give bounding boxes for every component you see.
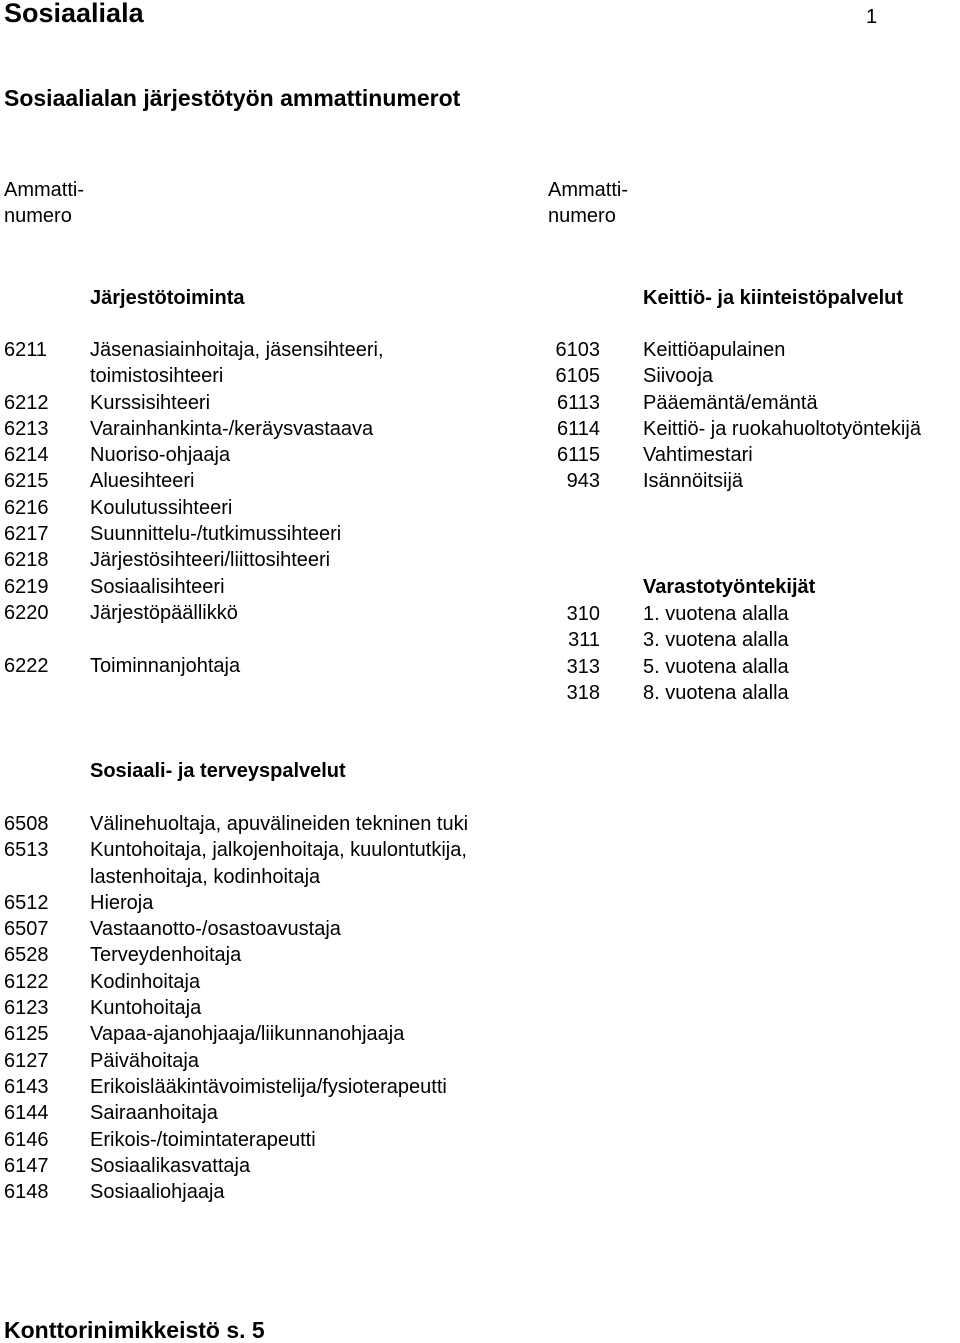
occupation-code: 6512	[4, 891, 49, 914]
occupation-code: 6508	[4, 813, 49, 835]
list-keittio	[0, 337, 960, 495]
occupation-title: Sairaanhoitaja	[90, 1102, 218, 1125]
occupation-code: 6217	[4, 523, 49, 546]
occupation-title: Keittiöapulainen	[643, 339, 786, 361]
occupation-title: 1. vuotena alalla	[643, 603, 789, 625]
occupation-title: Sosiaalisihteeri	[90, 575, 225, 598]
occupation-title: 8. vuotena alalla	[643, 681, 789, 704]
occupation-code: 6212	[4, 391, 49, 414]
occupation-title: Vastaanotto-/osastoavustaja	[90, 918, 341, 941]
list-item	[0, 942, 960, 968]
section-title-varasto: Varastotyöntekijät	[643, 576, 816, 598]
section-title-jarjestotoiminta: Järjestötoiminta	[90, 287, 245, 309]
occupation-code: 6123	[4, 997, 49, 1020]
list-item	[0, 837, 960, 863]
occupation-code: 6218	[4, 549, 49, 572]
occupation-title: Kodinhoitaja	[90, 970, 201, 993]
occupation-title: Järjestösihteeri/liittosihteeri	[90, 549, 331, 572]
list-item	[0, 1100, 960, 1126]
list-item	[0, 654, 960, 680]
list-item	[0, 969, 960, 995]
occupation-code: 6147	[4, 1154, 49, 1177]
occupation-title: Vahtimestari	[643, 444, 753, 467]
occupation-code: 6127	[4, 1049, 49, 1072]
list-item	[0, 916, 960, 942]
list-item	[0, 495, 540, 521]
occupation-code: 6115	[556, 444, 600, 467]
list-item	[0, 363, 960, 389]
occupation-title: Isännöitsijä	[643, 470, 744, 493]
list-item	[0, 547, 540, 573]
list-item	[0, 627, 960, 653]
list-item	[0, 601, 960, 627]
occupation-code: 6105	[555, 365, 600, 388]
occupation-code: 6528	[4, 944, 49, 967]
list-varasto	[0, 601, 960, 706]
occupation-code: 318	[566, 681, 600, 704]
list-item	[0, 468, 960, 494]
occupation-code: 6213	[4, 417, 49, 440]
occupation-code: 6211	[4, 339, 48, 361]
list-item	[0, 890, 960, 916]
occupation-title: Koulutussihteeri	[90, 496, 233, 519]
occupation-title: Välinehuoltaja, apuvälineiden tekninen tuki	[90, 813, 469, 835]
occupation-title: Siivooja	[643, 365, 714, 388]
occupation-title: Vapaa-ajanohjaaja/liikunnanohjaaja	[90, 1023, 405, 1046]
occupation-code: 6122	[4, 970, 49, 993]
occupation-code: 6214	[4, 444, 49, 467]
occupation-title: Terveydenhoitaja	[90, 944, 242, 967]
occupation-code: 6143	[4, 1075, 49, 1098]
document-subtitle: Sosiaalialan järjestötyön ammattinumerot	[4, 85, 461, 111]
occupation-title: Jäsenasiainhoitaja, jäsensihteeri,	[90, 339, 384, 361]
occupation-title: 3. vuotena alalla	[643, 629, 789, 652]
list-item	[0, 995, 960, 1021]
occupation-title: Sosiaaliohjaaja	[90, 1181, 225, 1204]
footer-reference: Konttorinimikkeistö s. 5	[4, 1317, 265, 1343]
occupation-code: 6114	[556, 417, 600, 440]
list-item	[0, 390, 960, 416]
column-header-right-line1: Ammatti-	[548, 179, 628, 201]
occupation-code: 943	[566, 470, 600, 493]
list-item	[0, 680, 960, 706]
occupation-code: 6103	[555, 339, 600, 361]
occupation-code: 6125	[4, 1023, 49, 1046]
list-item	[0, 1021, 960, 1047]
column-header-left-line1: Ammatti-	[4, 179, 84, 201]
occupation-title: Varainhankinta-/keräysvastaava	[90, 417, 374, 440]
occupation-title: Keittiö- ja ruokahuoltotyöntekijä	[643, 417, 921, 440]
list-item	[0, 337, 960, 363]
occupation-title: Erikoislääkintävoimistelija/fysioterapeutti	[90, 1075, 447, 1098]
occupation-title: toimistosihteeri	[90, 365, 224, 388]
occupation-title: Hieroja	[90, 891, 154, 914]
list-item	[0, 811, 960, 837]
occupation-title: Kuntohoitaja	[90, 997, 202, 1020]
occupation-code: 6148	[4, 1181, 49, 1204]
list-sosiaali-terveys	[0, 811, 960, 1205]
occupation-code: 6144	[4, 1102, 49, 1125]
occupation-title: Toiminnanjohtaja	[90, 654, 241, 677]
occupation-code: 310	[566, 603, 600, 625]
list-item	[0, 1048, 960, 1074]
occupation-code: 6215	[4, 470, 49, 493]
list-item	[0, 1179, 960, 1205]
occupation-title: Sosiaalikasvattaja	[90, 1154, 251, 1177]
occupation-title: Nuoriso-ohjaaja	[90, 444, 231, 467]
occupation-title: Järjestöpäällikkö	[90, 601, 238, 624]
list-item	[0, 864, 960, 890]
page-number: 1	[866, 6, 878, 28]
occupation-code: 6220	[4, 601, 49, 624]
occupation-title: Erikois-/toimintaterapeutti	[90, 1128, 316, 1151]
column-header-left	[4, 177, 84, 230]
list-item	[0, 574, 540, 600]
occupation-title: Suunnittelu-/tutkimussihteeri	[90, 523, 342, 546]
occupation-title: 5. vuotena alalla	[643, 655, 789, 678]
occupation-code: 6219	[4, 575, 49, 598]
list-item	[0, 442, 960, 468]
list-item	[0, 521, 540, 547]
section-title-keittio: Keittiö- ja kiinteistöpalvelut	[643, 287, 904, 309]
occupation-code: 6216	[4, 496, 49, 519]
column-header-right	[548, 177, 628, 230]
occupation-code: 311	[568, 629, 600, 652]
occupation-title: Pääemäntä/emäntä	[643, 391, 818, 414]
occupation-code: 6513	[4, 839, 49, 862]
occupation-code: 6146	[4, 1128, 49, 1151]
column-header-left-line2: numero	[4, 205, 72, 228]
list-item	[0, 1127, 960, 1153]
section-title-sosiaali-terveys: Sosiaali- ja terveyspalvelut	[90, 760, 346, 782]
list-item	[0, 1153, 960, 1179]
occupation-code: 6222	[4, 654, 49, 677]
page-title: Sosiaaliala	[4, 0, 144, 28]
occupation-title: Kuntohoitaja, jalkojenhoitaja, kuulontutkija,	[90, 839, 467, 862]
occupation-code: 313	[566, 655, 600, 678]
occupation-title: Kurssisihteeri	[90, 391, 211, 414]
list-item	[0, 1074, 960, 1100]
occupation-title: Aluesihteeri	[90, 470, 195, 493]
occupation-code: 6113	[556, 391, 600, 414]
occupation-title: lastenhoitaja, kodinhoitaja	[90, 865, 321, 888]
column-header-right-line2: numero	[548, 205, 616, 228]
occupation-code: 6507	[4, 918, 49, 941]
occupation-title: Päivähoitaja	[90, 1049, 199, 1072]
list-item	[0, 416, 960, 442]
